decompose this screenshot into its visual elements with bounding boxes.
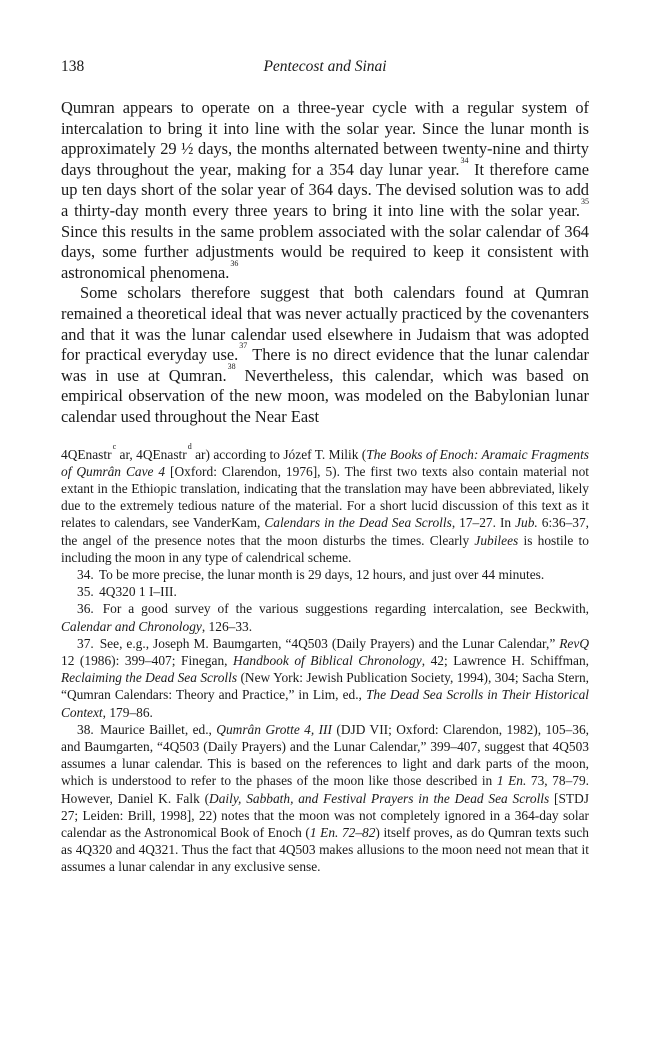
- footnote-number: 37.: [77, 635, 94, 651]
- italic-title: Daily, Sabbath, and Festival Prayers in the Dead Sea Scrolls: [209, 790, 550, 806]
- text-run: To be more precise, the lunar month is 29 days, 12 hours, and just over 44 minutes.: [98, 566, 545, 582]
- footnote-ref-38[interactable]: 38: [227, 361, 236, 371]
- footnote-35: [61, 583, 589, 600]
- footnote-36: [61, 600, 589, 634]
- text-run: See, e.g., Joseph M. Baumgarten, “4Q503 (Daily Prayers) and the Lunar Calendar,”: [99, 635, 560, 651]
- footnote-continued: [61, 441, 590, 566]
- text-run: , 42; Lawrence H. Schiffman,: [421, 652, 589, 668]
- italic-title: 1 En.: [496, 773, 527, 789]
- text-run: 73, 78–79. However, Daniel K. Falk (: [61, 773, 589, 806]
- italic-title: The Dead Sea Scrolls in Their Historical Context: [61, 687, 590, 720]
- text-run: 4QEnastr: [61, 446, 112, 462]
- footnote-37: [61, 635, 589, 721]
- text-run: , 17–27. In: [451, 515, 516, 531]
- text-run: , 126–33.: [201, 618, 253, 634]
- text-run: Nevertheless, this calendar, which was based on empirical observation of the new moon, was modeled on the Babylonian lunar calendar used throughout the Near East: [61, 365, 589, 426]
- text-run: is hostile to including the moon in any type of calendrical scheme.: [61, 532, 589, 565]
- text-run: (DJD VII; Oxford: Clarendon, 1982), 105–36, and Baumgarten, “4Q503 (Daily Prayers) and the Lunar Calendar,” 399–407, suggest that 4Q503 assumes a lunar calendar. This is based on the references to light and dark parts of the moon, which is understood to refer to the phases of the moon like those described in: [61, 721, 589, 789]
- text-run: 12 (1986): 399–407; Finegan,: [61, 652, 234, 668]
- footnotes: [61, 441, 590, 876]
- page-number: 138: [61, 58, 85, 75]
- footnote-number: 34.: [77, 566, 94, 582]
- text-run: 6:36–37, the angel of the presence notes that the moon disturbs the times. Clearly: [61, 515, 589, 548]
- italic-title: Qumrân Grotte 4, III: [216, 721, 332, 737]
- text-run: , 179–86.: [102, 704, 153, 720]
- italic-title: RevQ: [559, 635, 589, 651]
- main-text: [61, 98, 589, 428]
- page-header: [61, 54, 589, 78]
- text-run: ) itself proves, as do Qumran texts such as 4Q320 and 4Q321. Thus the fact that 4Q503 makes allusions to the moon need not mean that it assumes a lunar calendar in any exclusive sense.: [61, 824, 589, 875]
- footnote-34: [61, 566, 589, 583]
- text-run: Some scholars therefore suggest that both calendars found at Qumran remained a theoretical ideal that was never actually practiced by the covenanters and that it was the lunar calendar used elsewhere in Judaism that was adopted for practical everyday use.: [61, 283, 589, 365]
- text-run: For a good survey of the various suggestions regarding intercalation, see Beckwith,: [102, 601, 589, 617]
- italic-title: Reclaiming the Dead Sea Scrolls: [61, 670, 238, 686]
- footnote-ref-34[interactable]: 34: [460, 155, 469, 165]
- italic-title: Jubilees: [474, 532, 519, 548]
- paragraph-1: [61, 98, 589, 283]
- italic-title: Calendars in the Dead Sea Scrolls: [264, 515, 452, 531]
- text-run: It therefore came up ten days short of the solar year of 364 days. The devised solution was to add a thirty-day month every three years to bring it into line with the solar year.: [61, 159, 590, 220]
- italic-title: The Books of Enoch: Aramaic Fragments of Qumrân Cave 4: [61, 446, 590, 479]
- book-page: [61, 54, 589, 876]
- footnote-38: [61, 721, 589, 876]
- italic-title: Handbook of Biblical Chronology: [233, 652, 422, 668]
- text-run: ar) according to Józef T. Milik (: [191, 446, 367, 462]
- footnote-ref-36[interactable]: 36: [230, 258, 239, 268]
- text-run: Since this results in the same problem associated with the solar calendar of 364 days, some further adjustments would be required to keep it consistent with astronomical phenomena.: [61, 221, 589, 282]
- paragraph-2: [61, 283, 589, 427]
- text-run: ar, 4QEnastr: [116, 446, 187, 462]
- text-run: [Oxford: Clarendon, 1976], 5). The first two texts also contain material not extant in the Ethiopic translation, indicating that the translation may have been abbreviated, likely due to the extremely tedious nature of the material. For a short lucid discussion of this text as it relates to calendars, see VanderKam,: [61, 463, 589, 531]
- text-run: There is no direct evidence that the lunar calendar was in use at Qumran.: [61, 345, 589, 385]
- superscript: c: [112, 441, 117, 451]
- footnote-number: 38.: [77, 721, 94, 737]
- text-run: Qumran appears to operate on a three-year cycle with a regular system of intercalation to bring it into line with the solar year. Since the lunar month is approximately 29 ½ days, the months alternated between twenty-nine and thirty days throughout the year, making for a 354 day lunar year.: [61, 98, 589, 179]
- superscript: d: [187, 441, 192, 451]
- footnote-number: 36.: [77, 601, 94, 617]
- italic-title: Jub.: [515, 515, 538, 531]
- running-title: Pentecost and Sinai: [263, 58, 387, 75]
- italic-title: Calendar and Chronology: [61, 618, 202, 634]
- footnote-ref-37[interactable]: 37: [239, 341, 248, 351]
- italic-title: 1 En. 72–82: [309, 824, 376, 840]
- footnote-number: 35.: [77, 584, 94, 600]
- text-run: (New York: Jewish Publication Society, 1994), 304; Sacha Stern, “Qumran Calendars: Theory and Practice,” in Lim, ed.,: [61, 670, 589, 703]
- text-run: [STDJ 27; Leiden: Brill, 1998], 22) notes that the moon was not completely ignored in a 364-day solar calendar as the Astronomical Book of Enoch (: [61, 790, 589, 840]
- footnote-ref-35[interactable]: 35: [581, 196, 589, 206]
- text-run: 4Q320 1 I–III.: [99, 584, 177, 600]
- text-run: Maurice Baillet, ed.,: [100, 721, 217, 737]
